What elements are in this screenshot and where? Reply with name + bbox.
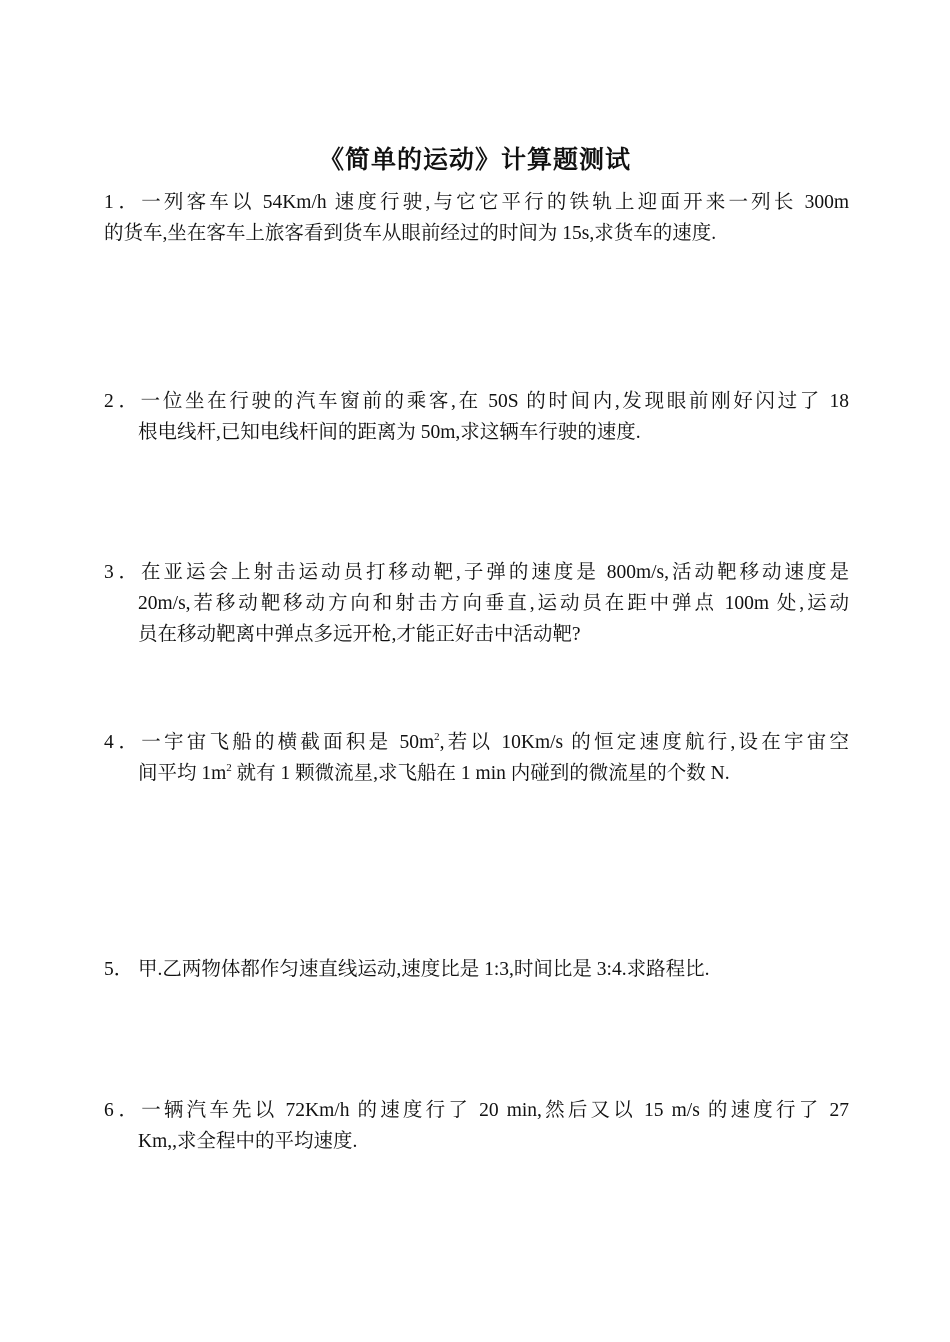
question-1-line-2: 的货车,坐在客车上旅客看到货车从眼前经过的时间为 15s,求货车的速度. xyxy=(104,223,717,244)
question-3-line-1 xyxy=(104,557,849,588)
question-4-line-2 xyxy=(104,758,849,789)
question-4-text-2b: 就有 1 颗微流星,求飞船在 1 min 内碰到的微流星的个数 N. xyxy=(231,763,730,784)
question-6-line-1 xyxy=(104,1095,849,1126)
question-6-text-1: 一辆汽车先以 72Km/h 的速度行了 20 min,然后又以 15 m/s 的速度行了 27 xyxy=(138,1100,849,1121)
question-1-line-1 xyxy=(104,187,849,218)
question-3 xyxy=(104,557,849,650)
question-2-line-1 xyxy=(104,386,849,417)
question-3-line-2: 20m/s,若移动靶移动方向和射击方向垂直,运动员在距中弹点 100m 处,运动 xyxy=(138,593,849,614)
question-6-line-2: Km,,求全程中的平均速度. xyxy=(138,1131,358,1152)
question-4 xyxy=(104,727,849,789)
question-5-line-1 xyxy=(104,954,849,985)
question-4-text-1a: 一宇宙飞船的横截面积是 50m xyxy=(138,732,435,753)
question-6-number: 6． xyxy=(104,1100,138,1121)
page-title: 《简单的运动》计算题测试 xyxy=(318,145,631,174)
question-5-text-1: 甲.乙两物体都作匀速直线运动,速度比是 1:3,时间比是 3:4.求路程比. xyxy=(138,959,710,980)
question-2 xyxy=(104,386,849,448)
superscript-2: 2 xyxy=(434,731,440,743)
question-3-number: 3． xyxy=(104,562,138,583)
question-4-number: 4． xyxy=(104,732,138,753)
question-5-number: 5． xyxy=(104,959,134,980)
question-2-text-1: 一位坐在行驶的汽车窗前的乘客,在 50S 的时间内,发现眼前刚好闪过了 18 xyxy=(138,391,849,412)
question-6 xyxy=(104,1095,849,1157)
question-5 xyxy=(104,954,849,985)
question-4-text-1b: ,若以 10Km/s 的恒定速度航行,设在宇宙空 xyxy=(439,732,850,753)
question-2-number: 2． xyxy=(104,391,138,412)
question-4-line-1 xyxy=(104,727,849,758)
superscript-2: 2 xyxy=(226,762,232,774)
question-4-text-2a: 间平均 1m xyxy=(138,763,227,784)
question-3-line-3: 员在移动靶离中弹点多远开枪,才能正好击中活动靶? xyxy=(138,624,581,645)
question-1 xyxy=(104,187,849,249)
question-3-text-1: 在亚运会上射击运动员打移动靶,子弹的速度是 800m/s,活动靶移动速度是 xyxy=(138,562,849,583)
question-1-text-1: 一列客车以 54Km/h 速度行驶,与它它平行的铁轨上迎面开来一列长 300m xyxy=(138,192,849,213)
question-1-number: 1． xyxy=(104,192,138,213)
question-2-line-2: 根电线杆,已知电线杆间的距离为 50m,求这辆车行驶的速度. xyxy=(138,422,641,443)
